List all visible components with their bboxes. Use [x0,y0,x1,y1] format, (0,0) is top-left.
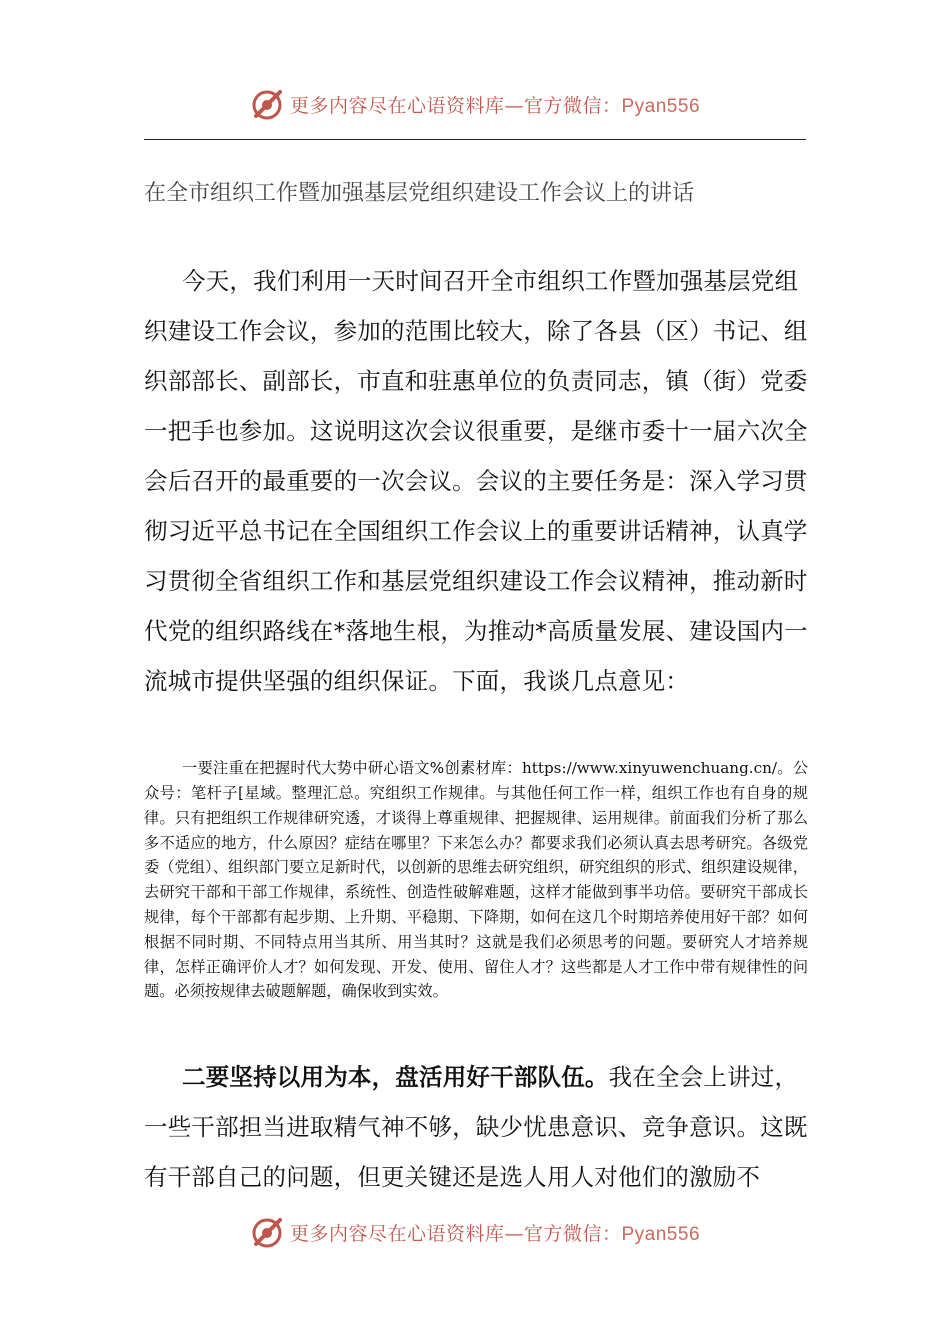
paragraph-intro: 今天，我们利用一天时间召开全市组织工作暨加强基层党组织建设工作会议，参加的范围比较大，除了各县（区）书记、组织部部长、副部长，市直和驻惠单位的负责同志，镇（街）党委一把手也参加。这说明这次会议很重要，是继市委十一届六次全会后召开的最重要的一次会议。会议的主要任务是：深入学习贯彻习近平总书记在全国组织工作会议上的重要讲话精神，认真学习贯彻全省组织工作和基层党组织建设工作会议精神，推动新时代党的组织路线在*落地生根，为推动*高质量发展、建设国内一流城市提供坚强的组织保证。下面，我谈几点意见： [144,266,808,695]
paragraph-point-one [144,756,808,1004]
point-one-prefix: 一要注重在把握时代大势中研心语文%创素材库： [182,759,522,778]
banner-text: 更多内容尽在心语资料库—官方微信：Pyan556 [289,1222,701,1245]
header-divider [144,139,806,140]
wechat-id: Pyan556 [621,1223,701,1245]
banner-text: 更多内容尽在心语资料库—官方微信：Pyan556 [289,94,701,117]
brush-logo-icon [250,1214,286,1250]
point-one-body: 公众号：笔杆子[星域。整理汇总。究组织工作规律。与其他任何工作一样，组织工作也有自身的规律。只有把组织工作规律研究透，才谈得上尊重规律、把握规律、运用规律。前面我们分析了那么多不适应的地方，什么原因？症结在哪里？下来怎么办？都要求我们必须认真去思考研究。各级党委（党组）、组织部门要立足新时代，以创新的思维去研究组织，研究组织的形式、组织建设规律，去研究干部和干部工作规律，系统性、创造性破解难题，这样才能做到事半功倍。要研究干部成长规律，每个干部都有起步期、上升期、平稳期、下降期，如何在这几个时期培养使用好干部？如何根据不同时期、不同特点用当其所、用当其时？这就是我们必须思考的问题。要研究人才培养规律，怎样正确评价人才？如何发现、开发、使用、留住人才？这些都是人才工作中带有规律性的问题。必须按规律去破题解题，确保收到实效。 [144,759,808,1001]
footer-banner [0,1212,950,1252]
point-two-heading: 二要坚持以用为本，盘活用好干部队伍。 [182,1062,609,1091]
website-url: https://www.xinyuwenchuang.cn/。 [521,759,793,778]
header-banner [0,84,950,124]
document-title: 在全市组织工作暨加强基层党组织建设工作会议上的讲话 [144,181,695,206]
point-two-body: 我在全会上讲过，一些干部担当进取精气神不够，缺少忧患意识、竞争意识。这既有干部自己的问题，但更关键还是选人用人对他们的激励不 [144,1062,808,1191]
wechat-id: Pyan556 [621,95,701,117]
brush-logo-icon [250,86,286,122]
paragraph-point-two [144,1052,808,1202]
